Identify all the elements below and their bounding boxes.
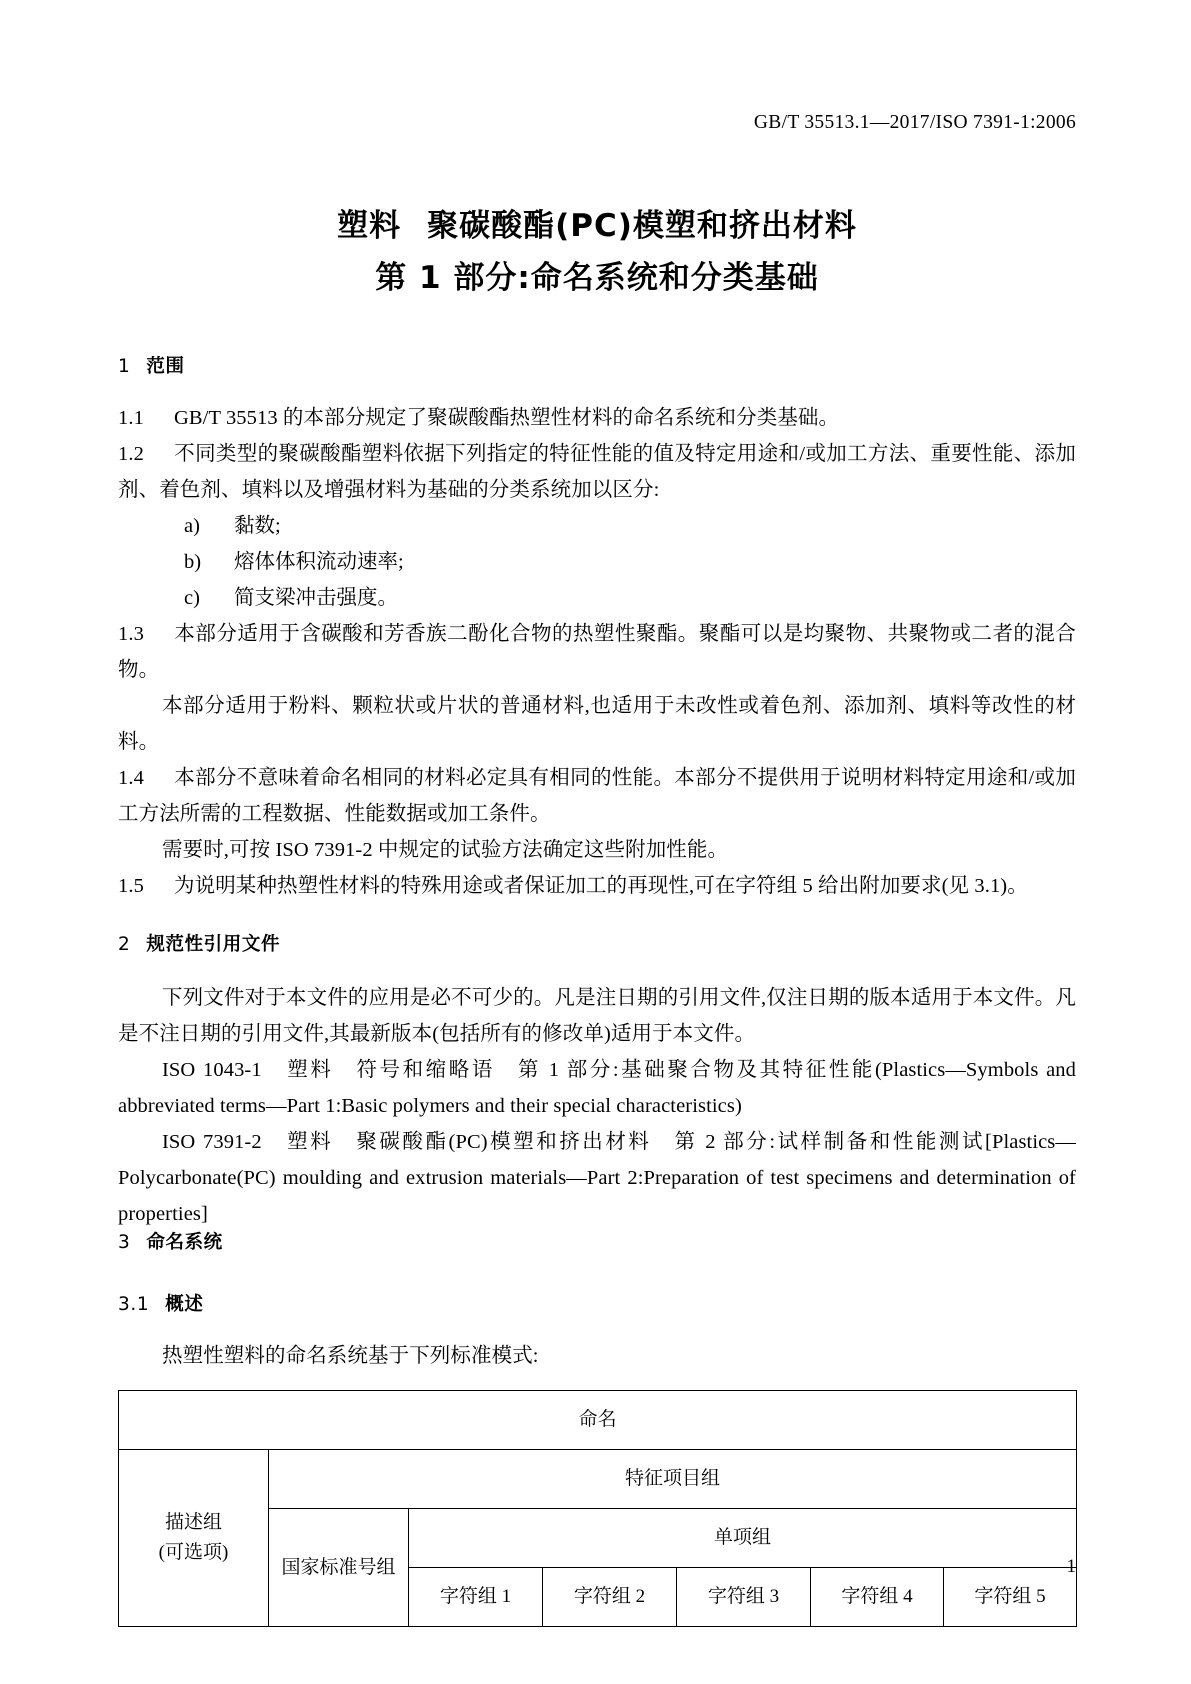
list-item (118, 544, 1076, 580)
clause-1-1-paragraph (118, 400, 1076, 436)
running-header (754, 112, 1076, 134)
normative-reference-iso-7391-2: ISO 7391-2 塑料 聚碳酸酯(PC)模塑和挤出材料 第 2 部分:试样制备和性能测试[Plastics—Polycarbonate(PC) moulding and extrusion materials—Part 2:Preparation of test specimens and determination of properties] (118, 1131, 1076, 1225)
clause-1-2-number: 1.2 (118, 443, 144, 465)
clause-1-2-paragraph (118, 436, 1076, 508)
title-line-1-left: 塑料 (337, 208, 402, 244)
list-item-text: 黏数; (234, 515, 281, 537)
heading-section-2 (118, 930, 280, 956)
clause-1-5-number: 1.5 (118, 875, 144, 897)
list-item (118, 508, 1076, 544)
heading-section-2-label: 规范性引用文件 (146, 934, 281, 955)
table-row (119, 1450, 1077, 1509)
nomenclature-table-wrapper (118, 1390, 1077, 1627)
clause-1-4-number: 1.4 (118, 767, 144, 789)
section-3-1-intro: 热塑性塑料的命名系统基于下列标准模式: (162, 1345, 539, 1367)
heading-section-3-label: 命名系统 (146, 1232, 223, 1253)
section-2-intro: 下列文件对于本文件的应用是必不可少的。凡是注日期的引用文件,仅注日期的版本适用于本文件。凡是不注日期的引用文件,其最新版本(包括所有的修改单)适用于本文件。 (118, 987, 1076, 1045)
table-cell-char-group-4: 字符组 4 (811, 1568, 944, 1627)
running-header-text: GB/T 35513.1—2017/ISO 7391-1:2006 (753, 112, 1076, 133)
clause-1-2 (118, 436, 1076, 508)
table-row (119, 1391, 1077, 1450)
list-item-label: a) (184, 515, 200, 537)
heading-section-2-number: 2 (118, 934, 131, 955)
clause-1-1 (118, 400, 1076, 436)
heading-section-1-label: 范围 (146, 356, 185, 377)
clause-1-2-text: 不同类型的聚碳酸酯塑料依据下列指定的特征性能的值及特定用途和/或加工方法、重要性能、添加剂、着色剂、填料以及增强材料为基础的分类系统加以区分: (118, 443, 1076, 501)
clause-1-3 (118, 616, 1076, 760)
clause-1-3-paragraph (118, 616, 1076, 688)
table-cell-char-group-3: 字符组 3 (677, 1568, 811, 1627)
clause-1-4-paragraph-2: 需要时,可按 ISO 7391-2 中规定的试验方法确定这些附加性能。 (162, 839, 729, 861)
table-cell-single-item-group: 单项组 (409, 1509, 1077, 1568)
heading-section-3-1 (118, 1290, 203, 1316)
table-cell-national-standard-group: 国家标准号组 (269, 1509, 409, 1627)
descriptive-block-line-2: (可选项) (158, 1542, 229, 1563)
descriptive-block-line-1: 描述组 (164, 1512, 222, 1533)
clause-1-4 (118, 760, 1076, 868)
clause-1-1-text: GB/T 35513 的本部分规定了聚碳酸酯热塑性材料的命名系统和分类基础。 (174, 407, 840, 429)
clause-1-4-paragraph (118, 760, 1076, 832)
clause-1-2-list (118, 508, 1076, 616)
heading-section-1 (118, 352, 185, 378)
table-cell-feature-block: 特征项目组 (269, 1450, 1077, 1509)
heading-section-3-number: 3 (118, 1232, 131, 1253)
heading-section-3-1-number: 3.1 (118, 1294, 150, 1315)
table-cell-char-group-5: 字符组 5 (944, 1568, 1077, 1627)
section-3-1-body (118, 1338, 1076, 1374)
list-item-label: c) (184, 587, 200, 609)
clause-1-4-text: 本部分不意味着命名相同的材料必定具有相同的性能。本部分不提供用于说明材料特定用途和/或加工方法所需的工程数据、性能数据或加工条件。 (118, 767, 1076, 825)
clause-1-1-number: 1.1 (118, 407, 144, 429)
heading-section-3-1-label: 概述 (165, 1294, 204, 1315)
table-cell-char-group-1: 字符组 1 (409, 1568, 543, 1627)
list-item-text: 简支梁冲击强度。 (234, 587, 398, 609)
table-cell-char-group-2: 字符组 2 (543, 1568, 677, 1627)
heading-section-1-number: 1 (118, 356, 131, 377)
document-title (118, 200, 1076, 304)
nomenclature-table (118, 1390, 1077, 1627)
title-line-2: 第 1 部分:命名系统和分类基础 (375, 260, 819, 296)
clause-1-5-text: 为说明某种热塑性材料的特殊用途或者保证加工的再现性,可在字符组 5 给出附加要求(见 3.1)。 (174, 875, 1028, 897)
list-item-text: 熔体体积流动速率; (234, 551, 404, 573)
title-line-1 (118, 200, 1076, 252)
clause-1-3-text: 本部分适用于含碳酸和芳香族二酚化合物的热塑性聚酯。聚酯可以是均聚物、共聚物或二者的混合物。 (118, 623, 1076, 681)
section-2-body (118, 980, 1076, 1232)
table-cell-descriptive-block (119, 1450, 269, 1627)
heading-section-3 (118, 1228, 223, 1254)
clause-1-5 (118, 868, 1076, 904)
table-cell-designation: 命名 (119, 1391, 1077, 1450)
normative-reference-iso-1043-1: ISO 1043-1 塑料 符号和缩略语 第 1 部分:基础聚合物及其特征性能(Plastics—Symbols and abbreviated terms—Part 1:Basic polymers and their special characteristics) (118, 1059, 1076, 1117)
clause-1-3-number: 1.3 (118, 623, 144, 645)
clause-1-3-paragraph-2: 本部分适用于粉料、颗粒状或片状的普通材料,也适用于未改性或着色剂、添加剂、填料等改性的材料。 (118, 695, 1076, 753)
page-number: 1 (1066, 1556, 1076, 1577)
list-item-label: b) (184, 551, 202, 573)
clause-1-5-paragraph (118, 868, 1076, 904)
list-item (118, 580, 1076, 616)
title-line-1-right: 聚碳酸酯(PC)模塑和挤出材料 (427, 208, 857, 244)
